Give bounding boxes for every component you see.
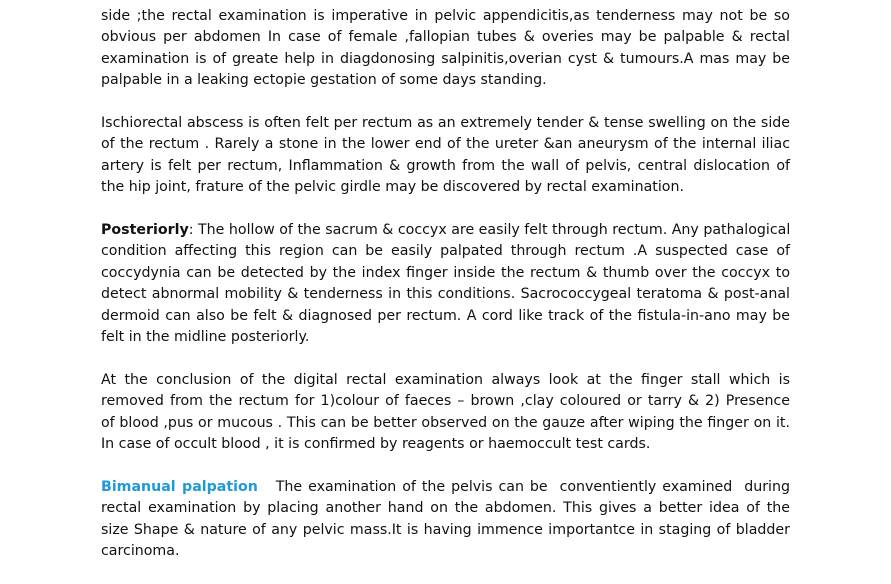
paragraph-ischiorectal-abscess <box>101 113 790 199</box>
text-line: coccydynia can be detected by the index finger inside the rectum & thumb over the coccyx to <box>101 264 790 281</box>
text-line: rectal examination by placing another hand on the abdomen. This gives a better idea of the <box>101 500 790 517</box>
text-line: side ;the rectal examination is imperative in pelvic appendicitis,as tenderness may not be so <box>101 8 790 24</box>
text-line: of the rectum . Rarely a stone in the lower end of the ureter &an aneurysm of the internal iliac <box>101 136 790 153</box>
text-line: examination is of greate help in diagdonosing salpinitis,overian cyst & tumours.A mas may be <box>101 50 790 67</box>
text-line: condition affecting this region can be easily palpated through rectum .A suspected case of <box>101 243 790 260</box>
text-line: Ischiorectal abscess is often felt per rectum as an extremely tender & tense swelling on the side <box>101 115 790 132</box>
text-line: the hip joint, frature of the pelvic girdle may be discovered by rectal examination. <box>101 179 684 196</box>
text-line: artery is felt per rectum, Inflammation & growth from the wall of pelvis, central dislocation of <box>101 157 790 174</box>
paragraph-finger-stall <box>101 370 790 456</box>
document-page <box>101 6 790 584</box>
text-line: carcinoma. <box>101 543 180 560</box>
text-line: size Shape & nature of any pelvic mass.It is having immence importantce in staging of bladder <box>101 521 790 538</box>
paragraph-pelvic-appendicitis <box>101 6 790 92</box>
text-line: In case of occult blood , it is confirmed by reagents or haemoccult test cards. <box>101 436 651 453</box>
section-heading-bimanual-palpation: Bimanual palpation <box>101 478 258 495</box>
text-line: detect abnormal mobility & tenderness in this conditions. Sacrococcygeal teratoma & post-anal <box>101 286 790 303</box>
paragraph-bimanual-palpation <box>101 477 790 563</box>
text-fragment: The examination of the pelvis can be conventiently examined during <box>257 478 790 495</box>
text-line <box>101 220 790 241</box>
text-line: dermoid can also be felt & diagnosed per rectum. A cord like track of the fistula-in-ano may be <box>101 307 790 324</box>
text-fragment: : The hollow of the sacrum & coccyx are easily felt through rectum. Any pathalogical <box>188 222 791 239</box>
paragraph-posteriorly <box>101 220 790 348</box>
text-line: of blood ,pus or mucous . This can be better observed on the gauze after wiping the finger on it. <box>101 414 790 431</box>
section-heading-posteriorly: Posteriorly <box>101 222 189 239</box>
text-line: obvious per abdomen In case of female ,fallopian tubes & overies may be palpable & rectal <box>101 29 790 46</box>
text-line: At the conclusion of the digital rectal examination always look at the finger stall which is <box>101 371 790 388</box>
text-line: removed from the rectum for 1)colour of faeces – brown ,clay coloured or tarry & 2) Presence <box>101 393 790 410</box>
text-line <box>101 477 790 498</box>
text-line: felt in the midline posteriorly. <box>101 329 310 346</box>
text-line: palpable in a leaking ectopie gestation of some days standing. <box>101 72 547 89</box>
